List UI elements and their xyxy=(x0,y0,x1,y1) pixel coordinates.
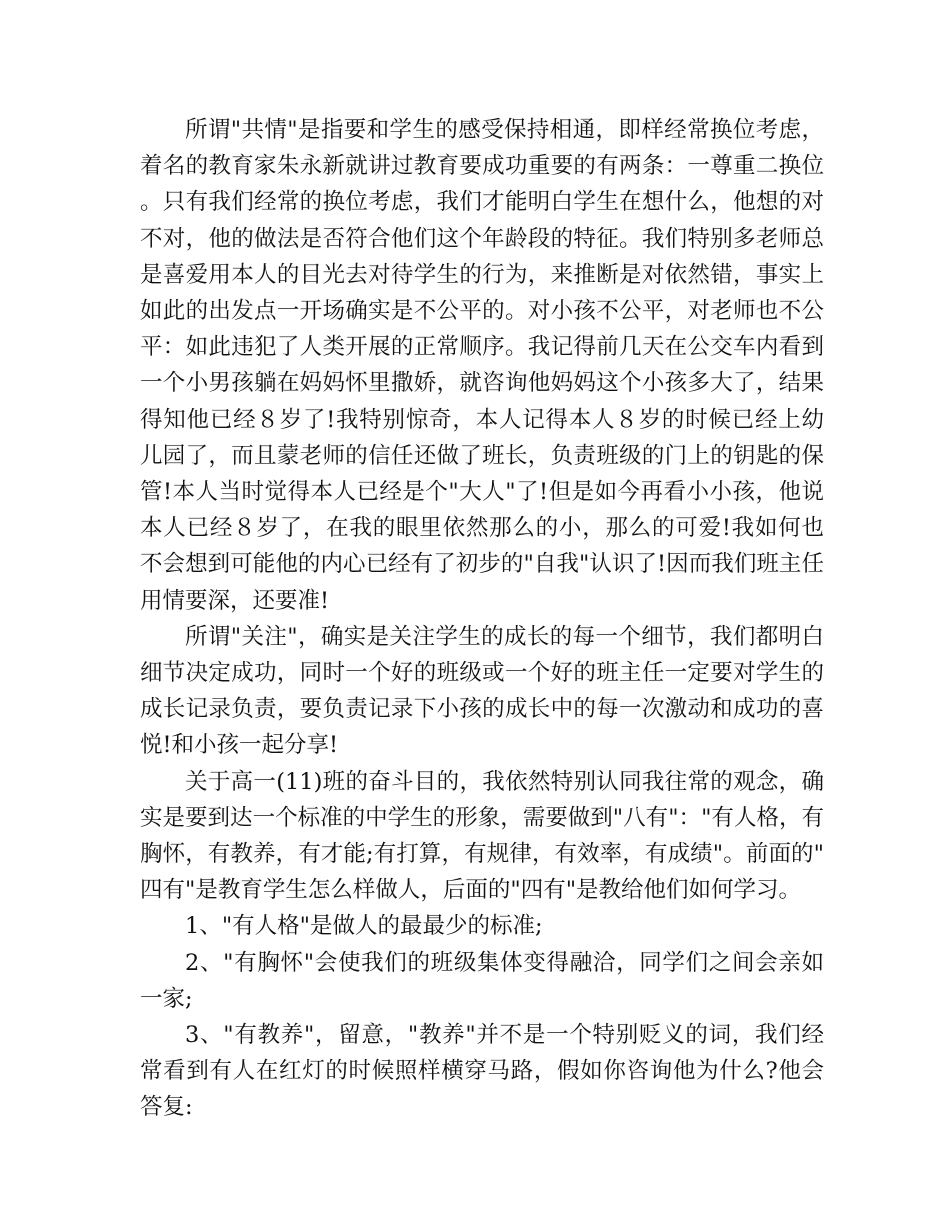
list-item-broad-mind: 2、"有胸怀"会使我们的班级集体变得融洽，同学们之间会亲如一家; xyxy=(140,949,824,1012)
document-body xyxy=(140,112,824,1126)
paragraph-attention: 所谓"关注"，确实是关注学生的成长的每一个细节，我们都明白细节决定成功，同时一个好的班级或一个好的班主任一定要对学生的成长记录负责，要负责记录下小孩的成长中的每一次激动和成功的喜悦!和小孩一起分享! xyxy=(140,623,824,759)
paragraph-class-goals: 关于高一(11)班的奋斗目的，我依然特别认同我往常的观念，确实是要到达一个标准的中学生的形象，需要做到"八有"："有人格，有胸怀，有教养，有才能;有打算，有规律，有效率，有成绩"。前面的"四有"是教育学生怎么样做人，后面的"四有"是教给他们如何学习。 xyxy=(140,768,824,904)
list-item-manners: 3、"有教养"，留意，"教养"并不是一个特别贬义的词，我们经常看到有人在红灯的时候照样横穿马路，假如你咨询他为什么?他会答复: xyxy=(140,1022,824,1121)
list-item-personality: 1、"有人格"是做人的最最少的标准; xyxy=(185,913,543,940)
paragraph-empathy: 所谓"共情"是指要和学生的感受保持相通，即样经常换位考虑，着名的教育家朱永新就讲过教育要成功重要的有两条：一尊重二换位。只有我们经常的换位考虑，我们才能明白学生在想什么，他想的对不对，他的做法是否符合他们这个年龄段的特征。我们特别多老师总是喜爱用本人的目光去对待学生的行为，来推断是对依然错，事实上如此的出发点一开场确实是不公平的。对小孩不公平，对老师也不公平：如此违犯了人类开展的正常顺序。我记得前几天在公交车内看到一个小男孩躺在妈妈怀里撒娇，就咨询他妈妈这个小孩多大了，结果得知他已经８岁了!我特别惊奇，本人记得本人８岁的时候已经上幼儿园了，而且蒙老师的信任还做了班长，负责班级的门上的钥匙的保管!本人当时觉得本人已经是个"大人"了!但是如今再看小小孩，他说本人已经８岁了，在我的眼里依然那么的小，那么的可爱!我如何也不会想到可能他的内心已经有了初步的"自我"认识了!因而我们班主任用情要深，还要准! xyxy=(140,117,824,614)
